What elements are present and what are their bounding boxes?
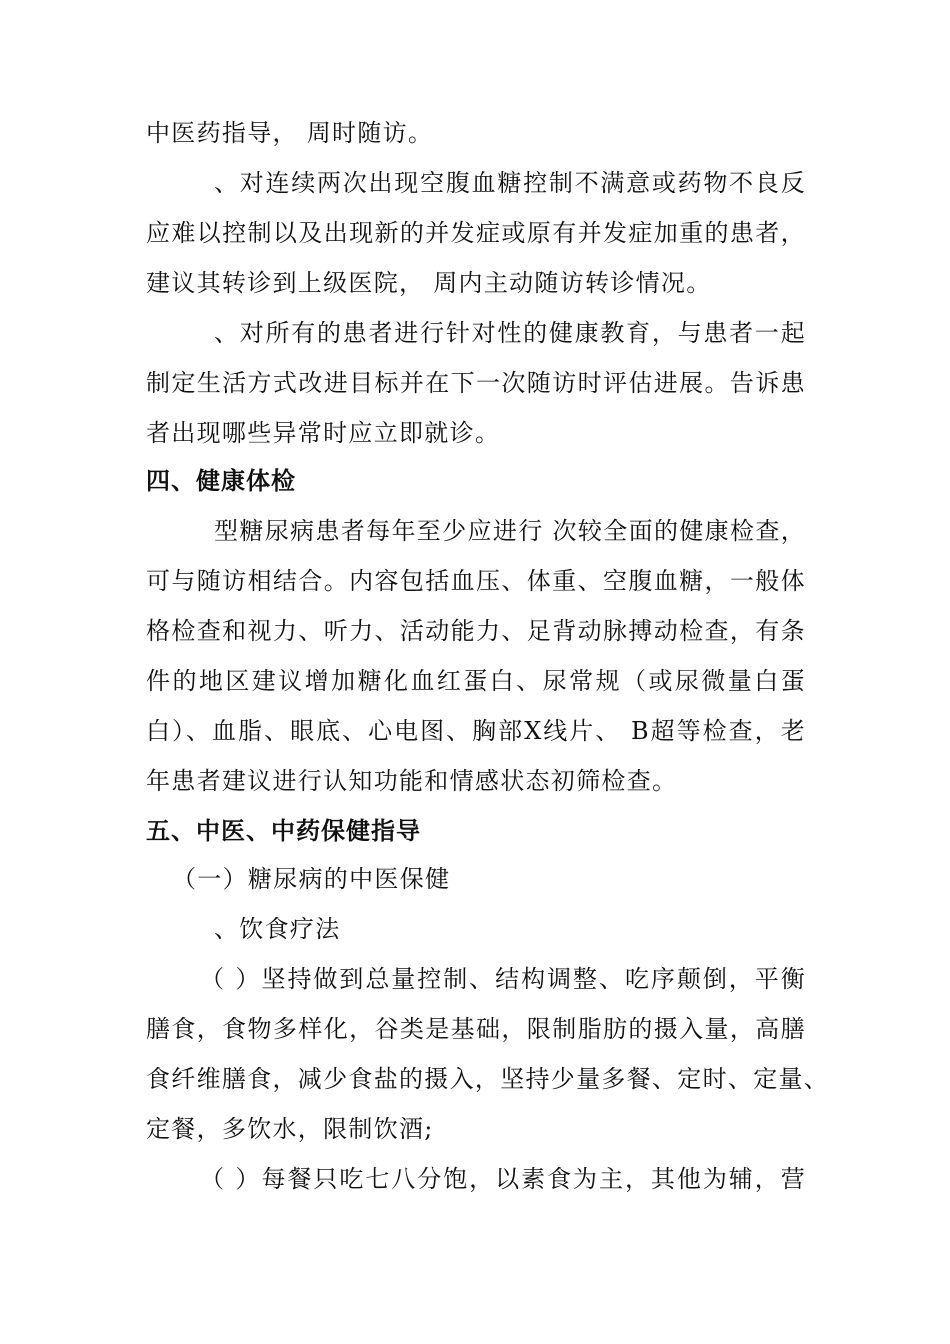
section-heading: 五、中医、中药保健指导: [146, 817, 421, 845]
paragraph-line: 膳食，食物多样化，谷类是基础，限制脂肪的摄入量，高膳: [146, 1015, 806, 1043]
paragraph-line: 可与随访相结合。内容包括血压、体重、空腹血糖，一般体: [146, 567, 806, 595]
paragraph-line: 件的地区建议增加糖化血红蛋白、尿常规（或尿微量白蛋: [146, 667, 806, 695]
paragraph-line: 建议其转诊到上级医院， 周内主动随访转诊情况。: [146, 269, 712, 297]
paragraph-line: 年患者建议进行认知功能和情感状态初筛检查。: [146, 767, 678, 795]
paragraph-line: 、对所有的患者进行针对性的健康教育，与患者一起: [214, 319, 806, 347]
paragraph-line: 格检查和视力、听力、活动能力、足背动脉搏动检查，有条: [146, 617, 806, 645]
paragraph-line: 定餐，多饮水，限制饮酒;: [146, 1115, 434, 1143]
paragraph-line: （ ）坚持做到总量控制、结构调整、吃序颠倒，平衡: [200, 965, 806, 993]
paragraph-line: 型糖尿病患者每年至少应进行 次较全面的健康检查，: [214, 517, 806, 545]
paragraph-line: 、对连续两次出现空腹血糖控制不满意或药物不良反: [214, 169, 806, 197]
paragraph-line: 中医药指导， 周时随访。: [146, 119, 434, 147]
section-heading: 四、健康体检: [146, 467, 296, 495]
paragraph-line: 制定生活方式改进目标并在下一次随访时评估进展。告诉患: [146, 369, 806, 397]
subsection-heading: （一）糖尿病的中医保健: [172, 865, 451, 893]
paragraph-line: 食纤维膳食，减少食盐的摄入，坚持少量多餐、定时、定量、: [146, 1065, 830, 1093]
paragraph-line: （ ）每餐只吃七八分饱，以素食为主，其他为辅，营: [200, 1165, 806, 1193]
paragraph-line: 应难以控制以及出现新的并发症或原有并发症加重的患者，: [146, 219, 806, 247]
paragraph-line: 者出现哪些异常时应立即就诊。: [146, 419, 501, 447]
subsection-item: 、饮食疗法: [214, 915, 341, 943]
paragraph-line: 白）、血脂、眼底、心电图、胸部X线片、 B超等检查，老: [146, 717, 806, 745]
